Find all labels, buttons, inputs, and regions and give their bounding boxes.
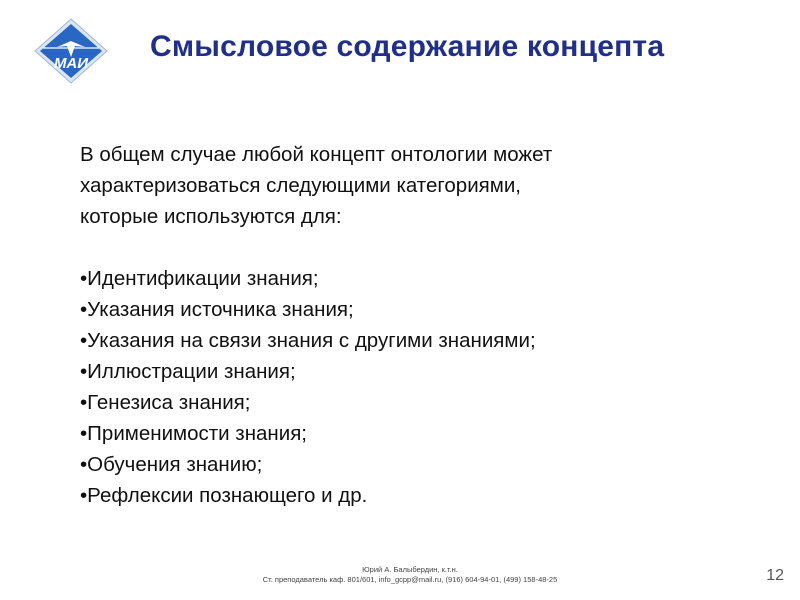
list-item: •Применимости знания; — [80, 422, 308, 445]
footer — [150, 565, 670, 585]
list-item: •Указания на связи знания с другими знаниями; — [80, 329, 536, 352]
page-number: 12 — [766, 567, 784, 584]
logo-text: МАИ — [53, 55, 89, 72]
list-item: •Генезиса знания; — [80, 391, 251, 414]
list-item: •Идентификации знания; — [80, 267, 319, 290]
slide-title: Смысловое содержание концепта — [150, 30, 665, 63]
list-item: •Рефлексии познающего и др. — [80, 484, 368, 507]
footer-contacts: Ст. преподаватель каф. 801/601, info_gcpp@mail.ru, (916) 604-94-01, (499) 158-48-25 — [262, 575, 558, 584]
slide-content — [80, 139, 780, 511]
intro-line: характеризоваться следующими категориями, — [80, 174, 521, 197]
intro-paragraph — [80, 139, 780, 232]
list-item: •Иллюстрации знания; — [80, 360, 296, 383]
category-list — [80, 263, 780, 511]
intro-line: В общем случае любой концепт онтологии может — [80, 143, 553, 166]
list-item: •Указания источника знания; — [80, 298, 354, 321]
mai-logo-icon — [33, 17, 109, 85]
intro-line: которые используются для: — [80, 205, 342, 228]
list-item: •Обучения знанию; — [80, 453, 263, 476]
footer-author: Юрий А. Балыбердин, к.т.н. — [362, 565, 458, 574]
